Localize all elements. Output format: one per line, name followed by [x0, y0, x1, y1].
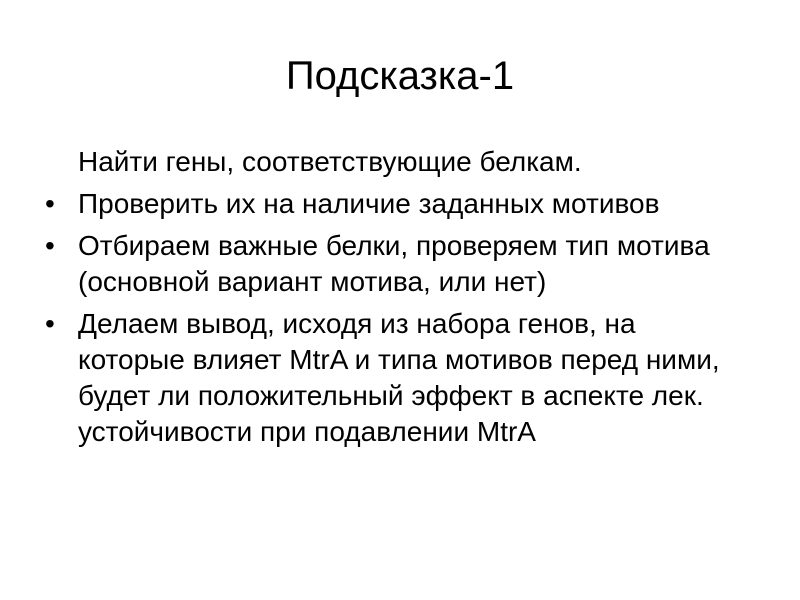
list-item-text: Найти гены, соответствующие белкам. [78, 146, 582, 177]
list-item-text: Отбираем важные белки, проверяем тип мотива (основной вариант мотива, или нет) [78, 230, 710, 297]
slide-title: Подсказка-1 [285, 54, 515, 98]
list-item [40, 186, 740, 222]
bullet: • [45, 188, 55, 219]
bullet: • [45, 230, 55, 261]
list-item [40, 228, 740, 300]
list-item-text: Проверить их на наличие заданных мотивов [78, 188, 660, 219]
list-item-text: Делаем вывод, исходя из набора генов, на которые влияет MtrA и типа мотивов перед ними, будет ли положительный эффект в аспекте лек. устойчивости при подавлении MtrA [78, 308, 720, 447]
list-item [40, 144, 740, 180]
slide-body [40, 144, 740, 456]
list-item [40, 306, 740, 450]
bullet: • [45, 308, 55, 339]
